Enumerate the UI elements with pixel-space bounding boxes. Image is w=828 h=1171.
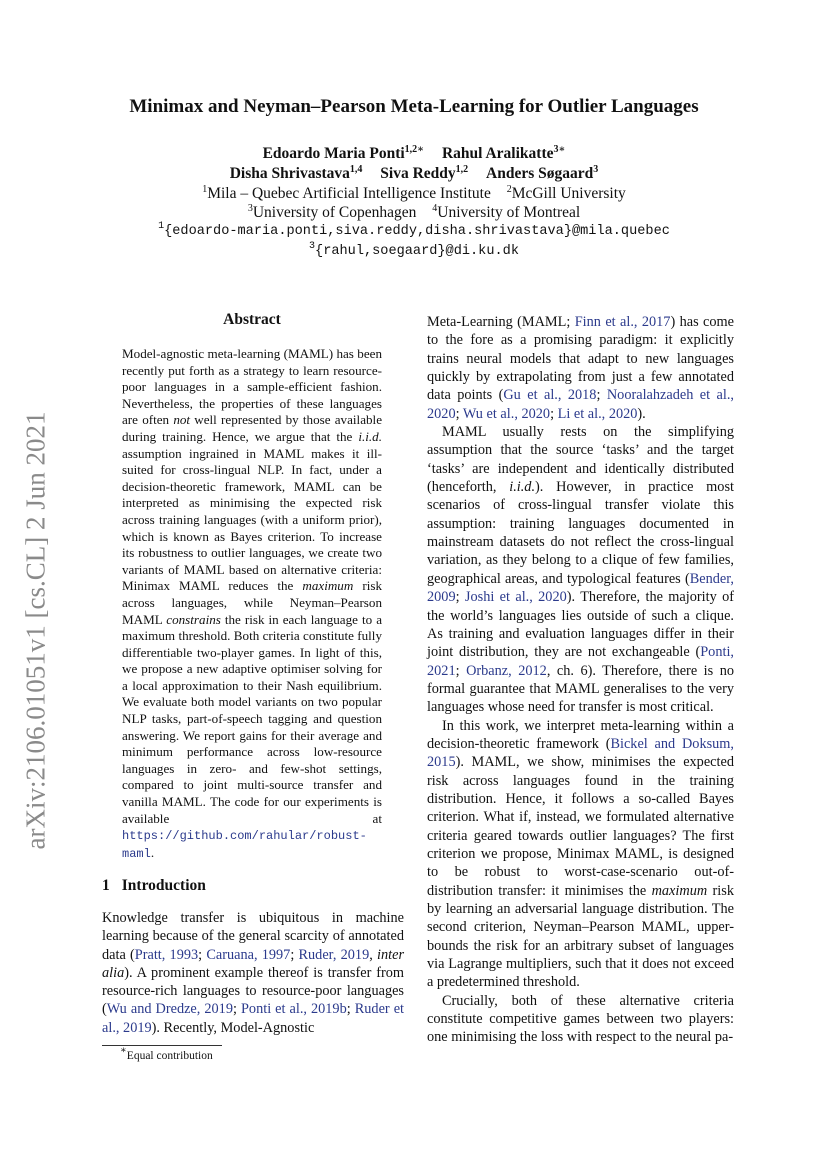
affiliation-line-1: $^1$Mila – Quebec Artificial Intelligence Institute $^2$McGill University xyxy=(202,184,626,202)
email-line-2: $^3${rahul,soegaard}@di.ku.dk xyxy=(309,241,519,259)
abstract-text: Model-agnostic meta-learning (MAML) has been recently put forth as a strategy to learn resource-poor languages in a sample-efficient fashion. Nevertheless, the properties of these languages are often not well represented by those available during training. Hence, we argue that the i.i.d. assumption ingrained in MAML makes it ill-suited for cross-lingual NLP. In fact, under a decision-theoretic framework, MAML can be interpreted as minimising the expected risk across training languages (with a uniform prior), which is known as Bayes criterion. To increase its robustness to outlier languages, we create two variants of MAML based on alternative criteria: Minimax MAML reduces the maximum risk across languages, while Neyman–Pearson MAML constrains the risk in each language to a maximum threshold. Both criteria constitute fully differentiable two-player games. In light of this, we propose a new adaptive optimiser solving for a local approximation to their Nash equilibrium. We evaluate both model variants on two popular NLP tasks, part-of-speech tagging and question answering. We report gains for their average and minimum performance across low-resource languages in zero- and few-shot settings, compared to joint multi-source transfer and vanilla MAML. The code for our experiments is available at https://github.com/rahular/robust-maml. xyxy=(122,346,382,861)
arxiv-identifier: arXiv:2106.01051v1 [cs.CL] 2 Jun 2021 xyxy=(20,411,51,849)
citation-link[interactable]: Ruder et al., 2019 xyxy=(102,1001,405,1036)
citation-link[interactable]: Nooralahzadeh et al., 2020 xyxy=(427,387,734,422)
section-heading-introduction: 1 Introduction xyxy=(102,877,206,894)
citation-link[interactable]: Finn et al., 2017 xyxy=(574,314,671,330)
author-block xyxy=(0,144,828,262)
affiliation-line-2: $^3$University of Copenhagen $^4$University of Montreal xyxy=(247,203,581,221)
citation-link[interactable]: Orbanz, 2012 xyxy=(466,662,547,679)
right-column-text xyxy=(427,313,734,1047)
paragraph: In this work, we interpret meta-learning within a decision-theoretic framework (Bickel and Doksum, 2015). MAML, we show, minimises the expected risk across languages found in the training distribution. Hence, it follows a so-called Bayes criterion. What if, instead, we formulated alternative criteria geared towards outlier languages? The first criterion we propose, Minimax MAML, is designed to be robust to worst-case-scenario out-of-distribution transfer: it minimises the maximum risk by learning an adversarial language distribution. The second criterion, Neyman–Pearson MAML, upper-bounds the risk for an arbitrary subset of languages via Lagrange multipliers, such that it does not exceed a predetermined threshold. xyxy=(427,717,734,991)
author: Edoardo Maria Ponti$^{1,2∗}$ xyxy=(262,144,425,162)
citation-link[interactable]: Gu et al., 2018 xyxy=(503,387,597,404)
paper-title: Minimax and Neyman–Pearson Meta-Learning for Outlier Languages xyxy=(129,96,699,117)
citation-link[interactable]: Ruder, 2019 xyxy=(298,946,370,963)
author-line-2 xyxy=(0,164,828,184)
footnote: ∗Equal contribution xyxy=(120,1045,213,1062)
abstract-heading: Abstract xyxy=(223,311,281,328)
email-line-1: $^1${edoardo-maria.ponti,siva.reddy,disha.shrivastava}@mila.quebec xyxy=(158,221,670,239)
citation-link[interactable]: Joshi et al., 2020 xyxy=(464,589,567,606)
citation-link[interactable]: Li et al., 2020 xyxy=(557,405,638,422)
citation-link[interactable]: Bender, 2009 xyxy=(427,570,734,606)
citation-link[interactable]: Pratt, 1993 xyxy=(134,946,199,963)
paragraph: Meta-Learning (MAML; Finn et al., 2017) has come to the fore as a promising paradigm: it explicitly trains neural models that adapt to new languages quickly by extrapolating from just a few annotated data points (Gu et al., 2018; Nooralahzadeh et al., 2020; Wu et al., 2020; Li et al., 2020). xyxy=(427,314,734,422)
arxiv-sidebar xyxy=(6,380,66,880)
citation-link[interactable]: Wu et al., 2020 xyxy=(462,405,551,422)
paragraph: Crucially, both of these alternative criteria constitute competitive games between two players: one minimising the loss with respect to the neural pa- xyxy=(427,992,734,1046)
paragraph: MAML usually rests on the simplifying assumption that the source ‘tasks’ and the target ‘tasks’ are independent and identically distributed (henceforth, i.i.d.). However, in practice most scenarios of cross-lingual transfer violate this assumption: training languages documented in mainstream datasets do not reflect the cross-lingual variation, as they belong to a clique of few families, geographical areas, and typological features (Bender, 2009; Joshi et al., 2020). Therefore, the majority of the world’s languages lies outside of such a clique. As training and evaluation languages differ in their joint distribution, they are not exchangeable (Ponti, 2021; Orbanz, 2012, ch. 6). Therefore, there is no formal guarantee that MAML generalises to the very languages whose need for transfer is most critical. xyxy=(427,424,734,716)
citation-link[interactable]: Ponti et al., 2019b xyxy=(240,1001,347,1018)
author: Disha Shrivastava$^{1,4}$ xyxy=(229,164,363,182)
citation-link[interactable]: Wu and Dredze, 2019 xyxy=(106,1001,233,1018)
code-link[interactable]: https://github.com/rahular/robust-maml xyxy=(122,829,367,861)
citation-link[interactable]: Caruana, 1997 xyxy=(206,946,291,963)
author: Siva Reddy$^{1,2}$ xyxy=(380,164,469,182)
author: Rahul Aralikatte$^{3∗}$ xyxy=(441,144,566,162)
citation-link[interactable]: Bickel and Doksum, 2015 xyxy=(427,735,734,771)
citation-link[interactable]: Ponti, 2021 xyxy=(427,644,734,679)
author-line-1 xyxy=(0,144,828,164)
author: Anders Søgaard$^3$ xyxy=(486,164,599,182)
introduction-text: Knowledge transfer is ubiquitous in machine learning because of the general scarcity of annotated data (Pratt, 1993; Caruana, 1997; Ruder, 2019, inter alia). A prominent example thereof is transfer from resource-rich languages to resource-poor languages (Wu and Dredze, 2019; Ponti et al., 2019b; Ruder et al., 2019). Recently, Model-Agnostic xyxy=(102,910,405,1036)
